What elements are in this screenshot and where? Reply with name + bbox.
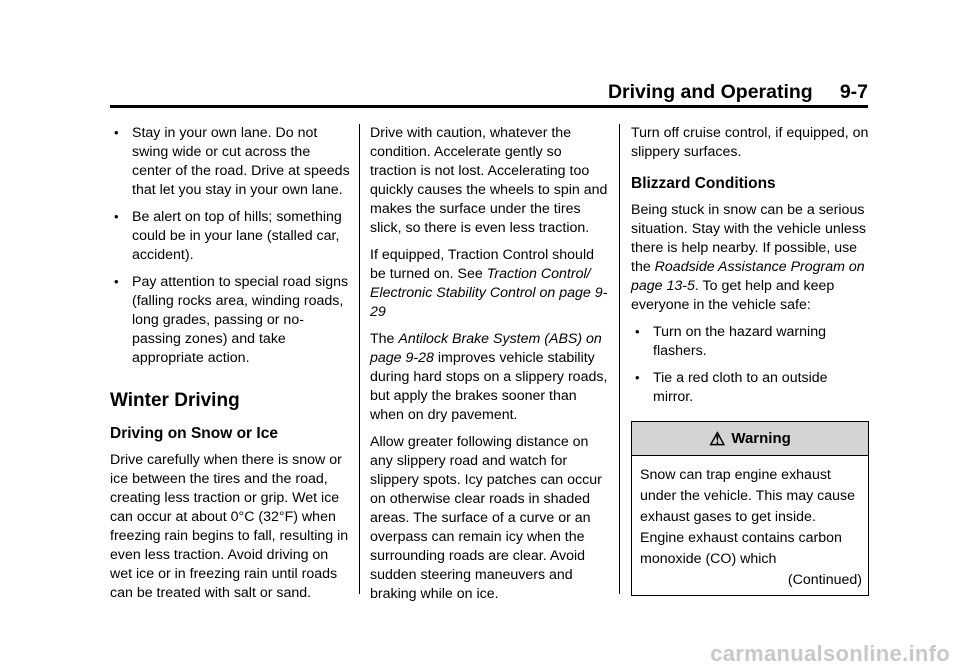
bullet-icon: • bbox=[635, 370, 640, 385]
body-paragraph: The Antilock Brake System (ABS) on page 9-28 improves vehicle stability during hard stops on a slippery roads, but apply the brakes sooner than when on dry pavement. bbox=[370, 331, 608, 423]
bullet-icon: • bbox=[635, 324, 640, 339]
bullet-icon: • bbox=[114, 274, 119, 289]
warning-body bbox=[632, 456, 868, 595]
column-divider bbox=[359, 124, 360, 594]
bullet-icon: • bbox=[114, 209, 119, 224]
list-item: • Be alert on top of hills; something could be in your lane (stalled car, accident). bbox=[114, 209, 342, 263]
bullet-list bbox=[110, 124, 352, 368]
warning-header bbox=[632, 422, 868, 456]
cross-reference-link[interactable]: Antilock Brake System (ABS) on page 9-28 bbox=[370, 331, 602, 366]
list-item: • Pay attention to special road signs (falling rocks area, winding roads, long grades, passing or no-passing zones) and take appropriate action. bbox=[114, 274, 349, 366]
bullet-icon: • bbox=[114, 125, 119, 140]
watermark: carmanualsonline.info bbox=[710, 641, 950, 666]
warning-triangle-icon: ⚠ bbox=[709, 428, 726, 449]
body-paragraph: Turn off cruise control, if equipped, on slippery surfaces. bbox=[631, 125, 869, 160]
subsection-heading: Blizzard Conditions bbox=[631, 175, 776, 192]
cross-reference-link[interactable]: Traction Control/ Electronic Stability Control on page 9-29 bbox=[370, 266, 608, 320]
subsection-heading: Driving on Snow or Ice bbox=[110, 425, 278, 442]
page-number: 9-7 bbox=[839, 81, 868, 103]
body-paragraph: Being stuck in snow can be a serious situation. Stay with the vehicle unless there is help nearby. If possible, use the Roadside Assistance Program on page 13-5. To get help and keep everyone in the vehicle safe: bbox=[631, 202, 867, 313]
cross-reference-link[interactable]: Roadside Assistance Program on page 13-5 bbox=[631, 259, 865, 294]
warning-box bbox=[631, 421, 869, 596]
body-paragraph: Drive with caution, whatever the condition. Accelerate gently so traction is not lost. Accelerating too quickly causes the wheels to spin and makes the surface under the tires slick, so there is even less traction. bbox=[370, 125, 608, 236]
body-paragraph: Drive carefully when there is snow or ice between the tires and the road, creating less traction or grip. Wet ice can occur at about 0°C (32°F) when freezing rain begins to fall, resulting in even less traction. Avoid driving on wet ice or in freezing rain until roads can be treated with salt or sand. bbox=[110, 452, 349, 601]
section-heading: Winter Driving bbox=[110, 390, 240, 411]
column-3 bbox=[631, 124, 871, 596]
body-paragraph: If equipped, Traction Control should be turned on. See Traction Control/ Electronic Stability Control on page 9-29 bbox=[370, 247, 608, 320]
list-item: • Tie a red cloth to an outside mirror. bbox=[635, 370, 828, 405]
warning-text: Snow can trap engine exhaust under the vehicle. This may cause exhaust gases to get inside. Engine exhaust contains carbon monoxide (CO) which bbox=[640, 467, 856, 567]
body-paragraph: Allow greater following distance on any slippery road and watch for slippery spots. Icy patches can occur on otherwise clear roads in shaded areas. The surface of a curve or an overpass can remain icy when the surrounding roads are clear. Avoid sudden steering maneuvers and braking while on ice. bbox=[370, 434, 602, 602]
page-header bbox=[560, 80, 868, 104]
continued-label: (Continued) bbox=[787, 572, 862, 588]
column-divider bbox=[619, 124, 620, 594]
column-1 bbox=[110, 124, 352, 611]
header-rule bbox=[110, 105, 868, 108]
column-2 bbox=[370, 124, 608, 612]
list-item: • Stay in your own lane. Do not swing wide or cut across the center of the road. Drive at speeds that let you stay in your own lane. bbox=[114, 125, 350, 198]
list-item: • Turn on the hazard warning flashers. bbox=[635, 324, 826, 359]
warning-title: Warning bbox=[731, 430, 791, 447]
section-title: Driving and Operating bbox=[607, 81, 813, 103]
bullet-list bbox=[631, 323, 871, 407]
